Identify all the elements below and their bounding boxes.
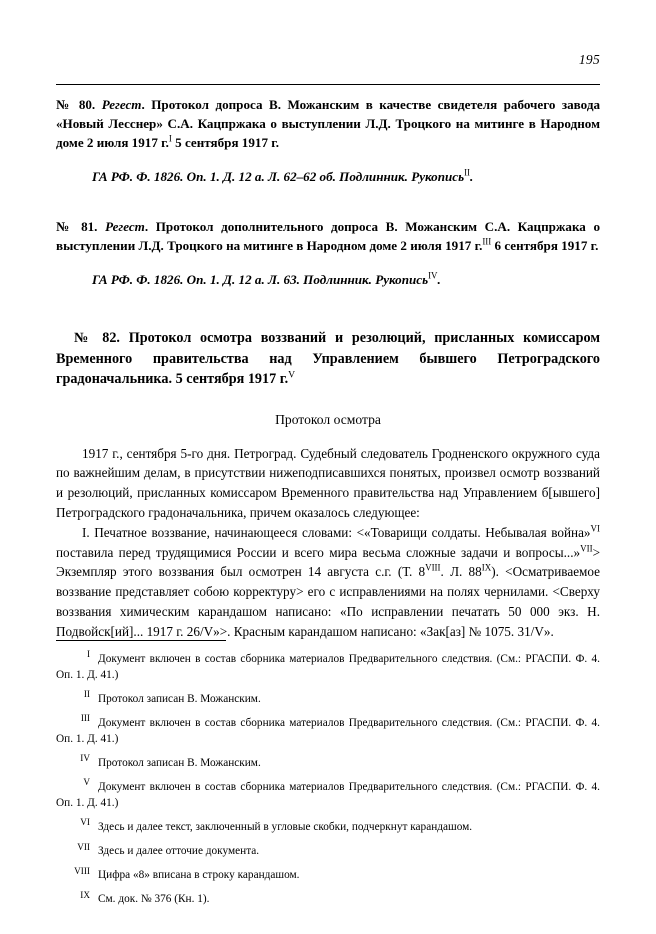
document-82-footnote-ref: V	[288, 369, 296, 381]
page-number: 195	[578, 52, 600, 67]
footnote-item: VIII Цифра «8» вписана в строку карандашом.	[74, 865, 300, 882]
header-divider	[56, 84, 600, 85]
page-content	[56, 96, 600, 642]
spacer-1	[56, 186, 600, 218]
entry-80-archive-footnote-ref: II	[464, 167, 470, 178]
entry-80-title: . Протокол допроса В. Можанским в качестве свидетеля рабочего завода «Новый Лесснер» С.А. Кацпржака о выступлении Л.Д. Троцкого на митинге в Народном доме 2 июля 1917 г.	[56, 97, 600, 150]
entry-81-archive-tail: .	[437, 272, 441, 288]
paragraph-2-seg-2: поставила перед трудящимися России и всего мира весьма сложные задачи и вопросы...»	[56, 544, 581, 560]
footnote-text: Цифра «8» вписана в строку карандашом.	[98, 869, 300, 882]
entry-81-regest-label: Регест	[105, 219, 145, 235]
footnote-text: Документ включен в состав сборника материалов Предварительного следствия. (См.: РГАСПИ. Ф. 4. Оп. 1. Д. 41.)	[56, 653, 600, 682]
footnote-item: IV Протокол записан В. Можанским.	[80, 753, 261, 770]
entry-80-archive-tail: .	[470, 168, 474, 184]
footnote-text: Документ включен в состав сборника материалов Предварительного следствия. (См.: РГАСПИ. Ф. 4. Оп. 1. Д. 41.)	[56, 781, 600, 810]
paragraph-2-seg-3: > Экземпляр этого воззвания был осмотрен 14 августа с.г. (Т. 8	[56, 544, 600, 580]
footnote-text: Здесь и далее отточие документа.	[98, 845, 260, 858]
entry-81-archive-text: ГА РФ. Ф. 1826. Оп. 1. Д. 12 а. Л. 63. Подлинник. Рукопись	[92, 272, 429, 288]
footnote-text: См. док. № 376 (Кн. 1).	[98, 893, 210, 906]
entry-80-date: 5 сентября 1917 г.	[171, 134, 280, 150]
entry-80-archive-text: ГА РФ. Ф. 1826. Оп. 1. Д. 12 а. Л. 62–62 об. Подлинник. Рукопись	[92, 168, 465, 184]
footnote-item: III Документ включен в состав сборника материалов Предварительного следствия. (См.: РГАСПИ. Ф. 4. Оп. 1. Д. 41.)	[56, 713, 600, 746]
document-82-subtitle: Протокол осмотра	[275, 411, 381, 427]
footnote-item: IX См. док. № 376 (Кн. 1).	[80, 889, 210, 906]
footnote-divider	[56, 640, 226, 641]
paragraph-1-text: 1917 г., сентября 5-го дня. Петроград. Судебный следователь Гродненского окружного суда по важнейшим делам, в присутствии нижеподписавшихся понятых, произвел осмотр воззваний и резолюций, присланных комиссаром Временного правительства над Управлением б[ывшего] Петроградского градоначальника, причем оказалось следующее:	[56, 445, 600, 521]
footnote-item: II Протокол записан В. Можанским.	[83, 689, 261, 706]
entry-81-archive-footnote-ref: IV	[428, 270, 438, 281]
paragraph-2-seg-5: ). <Осматриваемое воззвание представляет собою корректуру> его с исправлениями на полях чернилами. <Сверху воззвания химическим карандашом написано: «По исправлении печатать 50 000 экз. Н. Подвойск[ий]... 1917 г. 26/V»>. Красным карандашом написано: «Зак[аз] № 1075. 31/V».	[56, 564, 600, 639]
footnote-text: Протокол записан В. Можанским.	[98, 757, 261, 770]
footnote-item: VI Здесь и далее текст, заключенный в угловые скобки, подчеркнут карандашом.	[80, 817, 473, 834]
paragraph-2-footnote-ref-vi: VI	[590, 523, 600, 534]
footnote-section	[56, 640, 600, 915]
entry-81-archive-ref	[56, 271, 600, 290]
footnote-item: VII Здесь и далее отточие документа.	[77, 841, 260, 858]
entry-81-title: . Протокол дополнительного допроса В. Можанским С.А. Кацпржака о выступлении Л.Д. Троцкого на митинге в Народном доме 2 июля 1917 г.	[56, 219, 600, 254]
entry-81-footnote-ref: III	[482, 236, 492, 247]
paragraph-2-seg-1: I. Печатное воззвание, начинающееся словами: <«Товарищи солдаты. Небывалая война»	[82, 524, 591, 540]
paragraph-2-footnote-ref-vii: VII	[580, 543, 593, 554]
entry-80-heading	[56, 96, 600, 153]
footnote-item: V Документ включен в состав сборника материалов Предварительного следствия. (См.: РГАСПИ. Ф. 4. Оп. 1. Д. 41.)	[56, 777, 600, 810]
document-82-paragraph-2	[56, 523, 600, 642]
entry-81-date: 6 сентября 1917 г.	[491, 238, 599, 254]
regest-entry-80	[56, 96, 600, 186]
entry-80-number: № 80.	[56, 97, 96, 112]
entry-81-number: № 81.	[56, 219, 98, 235]
entry-80-footnote-ref: I	[168, 133, 172, 144]
document-82-title: Протокол осмотра воззваний и резолюций, присланных комиссаром Временного правительства над Управлением бывшего Петроградского градоначальника. 5 сентября 1917 г.	[56, 329, 600, 388]
document-entry-82	[56, 328, 600, 642]
paragraph-2-footnote-ref-ix: IX	[481, 563, 492, 574]
regest-entry-81	[56, 218, 600, 290]
footnote-item: I Документ включен в состав сборника материалов Предварительного следствия. (См.: РГАСПИ. Ф. 4. Оп. 1. Д. 41.)	[56, 649, 600, 682]
entry-80-archive-ref	[56, 168, 600, 187]
spacer-2	[56, 290, 600, 328]
entry-80-regest-label: Регест	[101, 97, 142, 112]
paragraph-2-seg-4: . Л. 88	[440, 564, 482, 580]
document-82-paragraph-1	[56, 444, 600, 523]
footnote-text: Документ включен в состав сборника материалов Предварительного следствия. (См.: РГАСПИ. Ф. 4. Оп. 1. Д. 41.)	[56, 717, 600, 746]
document-82-number: № 82.	[74, 329, 120, 346]
footnote-text: Протокол записан В. Можанским.	[98, 693, 261, 706]
footnote-text: Здесь и далее текст, заключенный в угловые скобки, подчеркнут карандашом.	[98, 821, 473, 834]
entry-81-heading	[56, 218, 600, 256]
document-82-heading	[56, 328, 600, 390]
paragraph-2-footnote-ref-viii: VIII	[425, 563, 441, 574]
